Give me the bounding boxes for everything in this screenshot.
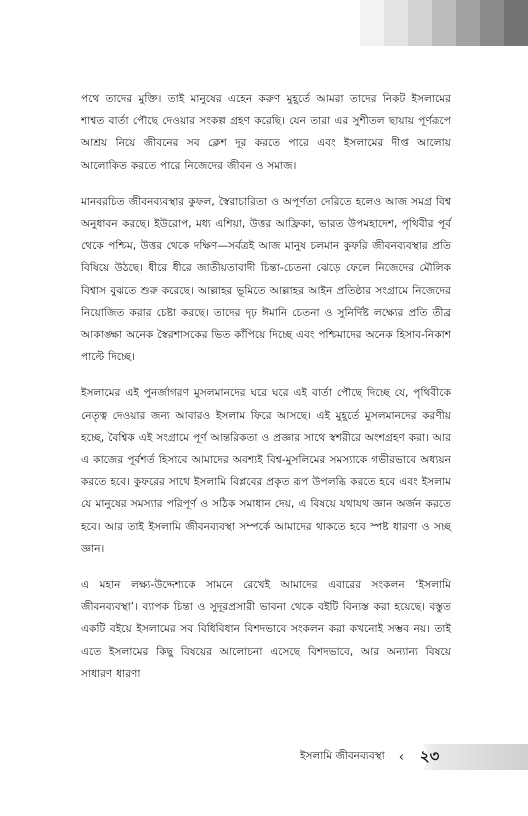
header-bar	[504, 0, 528, 46]
footer-book-title: ইসলামি জীবনব্যবস্থা	[300, 749, 385, 762]
paragraph: পথে তাদের মুক্তি। তাই মানুষের এহেন করুণ মুহূর্তে আমরা তাদের নিকট ইসলামের শাশ্বত বার্তা পৌছে দেওয়ার সংকল্প গ্রহণ করেছি। যেন তারা এর সুশীতল ছায়ায় পূর্ণরূপে আশ্রয় নিয়ে জীবনের সব ক্লেশ দূর করতে পারে এবং ইসলামের দীপ্ত আলোয় আলোকিত করতে পারে নিজেদের জীবন ও সমাজ।	[81, 93, 451, 172]
page-number: ২৩	[419, 746, 440, 765]
page-number-tab	[412, 744, 528, 770]
header-bar	[408, 0, 432, 46]
footer-separator: ‹	[398, 749, 404, 765]
header-bar	[360, 0, 384, 46]
header-decoration-bars	[360, 0, 528, 46]
header-bar	[480, 0, 504, 46]
header-bar	[384, 0, 408, 46]
paragraph: ইসলামের এই পুনর্জাগরণ মুসলমানদের ঘরে ঘরে এই বার্তা পৌছে দিচ্ছে যে, পৃথিবীকে নেতৃত্ব দেওয়ার জন্য আবারও ইসলাম ফিরে আসছে। এই মুহূর্তে মুসলমানদের করণীয় হচ্ছে, বৈশ্বিক এই সংগ্রামে পূর্ণ আন্তরিকতা ও প্রজ্ঞার সাথে স্বশরীরে অংশগ্রহণ করা। আর এ কাজের পূর্বশর্ত হিসাবে আমাদের অবশ্যই বিশ্ব-মুসলিমের সমস্যাকে গভীরভাবে অধ্যয়ন করতে হবে। কুফরের সাথে ইসলামি বিপ্লবের প্রকৃত রূপ উপলব্ধি করতে হবে এবং ইসলাম যে মানুষের সমস্যার পরিপূর্ণ ও সঠিক সমাধান দেয়, এ বিষয়ে যথাযথ জ্ঞান অর্জন করতে হবে। আর তাই ইসলামি জীবনব্যবস্থা সম্পর্কে আমাদের থাকতে হবে স্পষ্ট ধারণা ও সচ্ছ জ্ঞান।	[81, 387, 451, 555]
header-bar	[432, 0, 456, 46]
paragraph: এ মহান লক্ষ্য-উদ্দেশ্যকে সামনে রেখেই আমাদের এবারের সংকলন ‘ইসলামি জীবনব্যবস্থা’। ব্যাপক চিন্তা ও সুদূরপ্রসারী ভাবনা থেকে বইটি বিন্যস্ত করা হয়েছে। বস্তুত একটি বইয়ে ইসলামের সব বিধিবিধান বিশদভাবে সংকলন করা কখনোই সম্ভব নয়। তাই এতে ইসলামের কিছু বিষয়ের আলোচনা এসেছে বিশদভাবে, আর অন্যান্য বিষয়ে সাধারণ ধারণা	[81, 579, 451, 680]
page-footer	[300, 744, 528, 770]
paragraph: মানবরচিত জীবনব্যবস্থার কুফল, স্বৈরাচারিতা ও অপূর্ণতা দেরিতে হলেও আজ সমগ্র বিশ্ব অনুধাবন করছে। ইউরোপ, মধ্য এশিয়া, উত্তর আফ্রিকা, ভারত উপমহাদেশ, পৃথিবীর পূর্ব থেকে পশ্চিম, উত্তর থেকে দক্ষিণ—সর্বত্রই আজ মানুষ চলমান কুফরি জীবনব্যবস্থার প্রতি বিষিয়ে উঠছে। ধীরে ধীরে জাতীয়তাবাদী চিন্তা-চেতনা ঝেড়ে ফেলে নিজেদের মৌলিক বিশ্বাস বুঝতে শুরু করেছে। আল্লাহর ভূমিতে আল্লাহর আইন প্রতিষ্ঠার সংগ্রামে নিজেদের নিয়োজিত করার চেষ্টা করছে। তাদের দৃঢ় ঈমানি চেতনা ও সুনির্দিষ্ট লক্ষ্যের প্রতি তীব্র আকাঙ্ক্ষা অনেক স্বৈরশাসকের ভিত কাঁপিয়ে দিচ্ছে এবং পশ্চিমাদের অনেক হিসাব-নিকাশ পাল্টে দিচ্ছে।	[81, 195, 451, 364]
header-bar	[456, 0, 480, 46]
page-body	[81, 88, 451, 699]
